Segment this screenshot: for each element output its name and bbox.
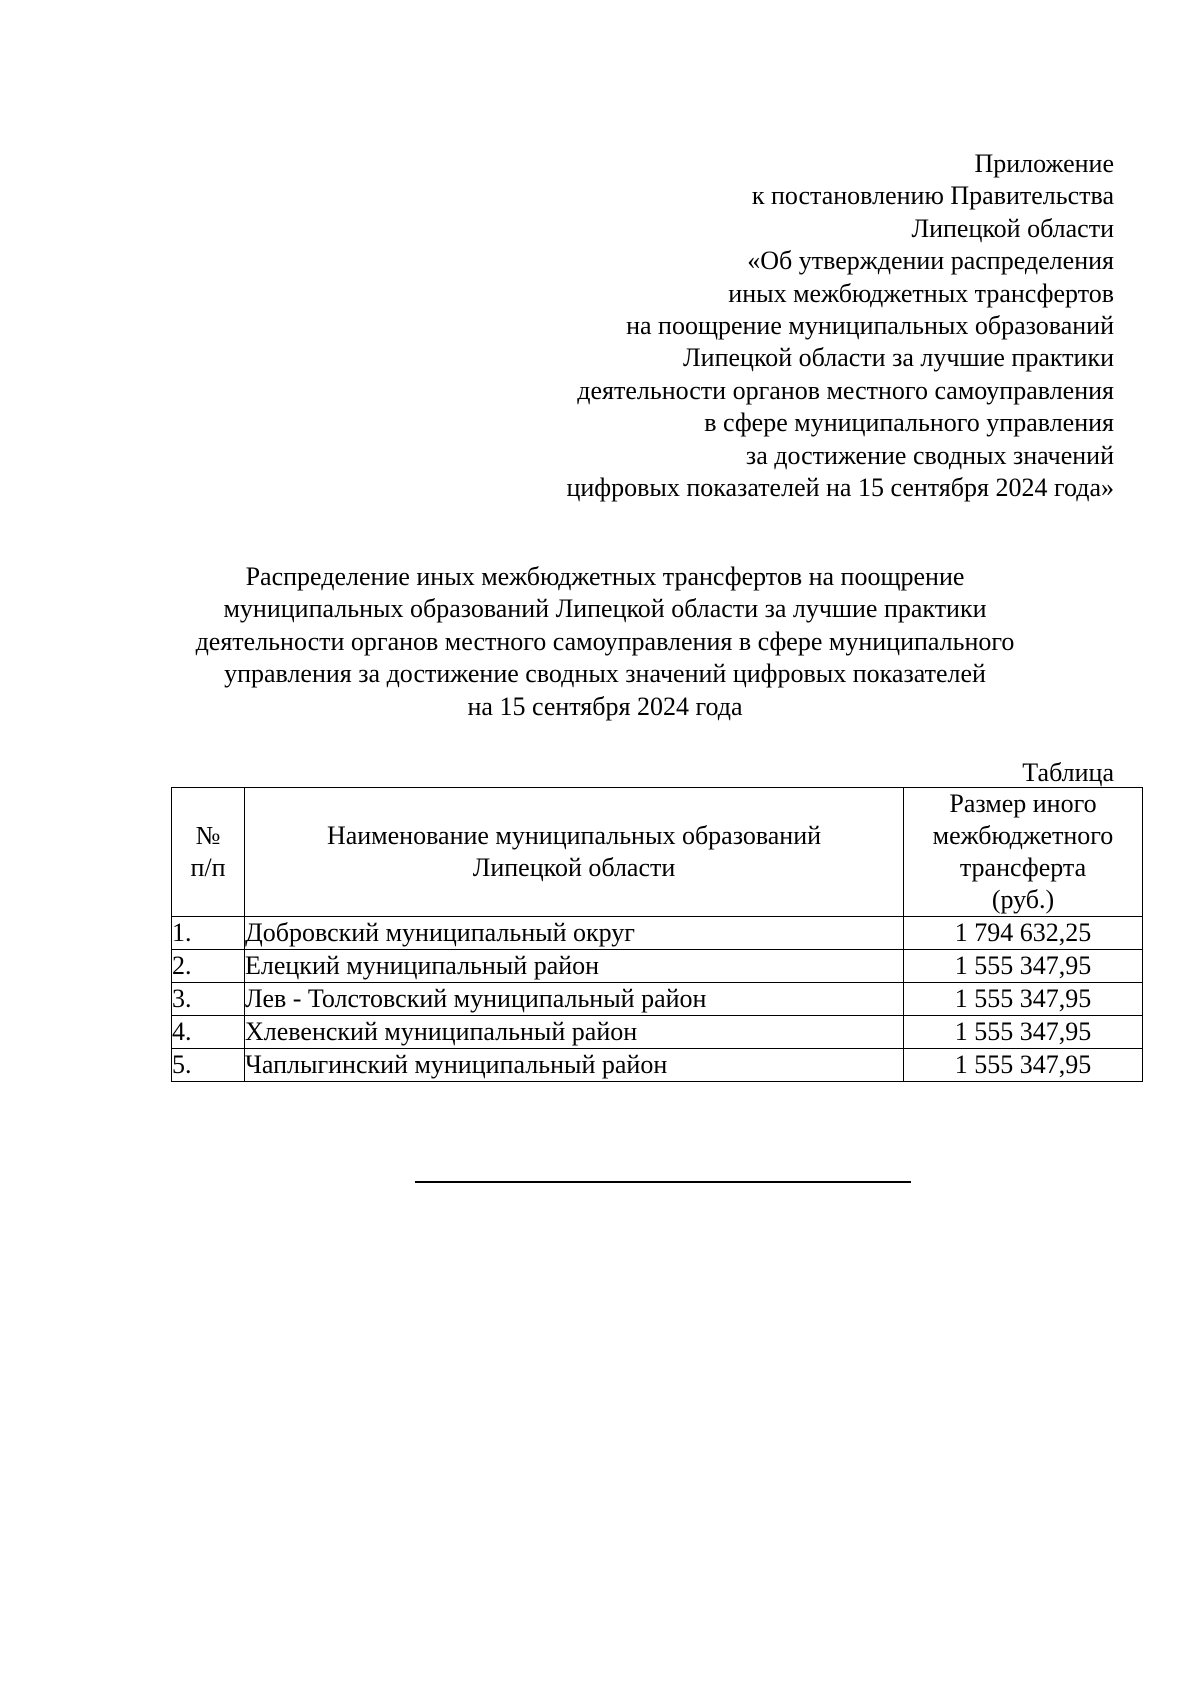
appendix-header-line: Липецкой области (911, 213, 1114, 243)
document-title-line: на 15 сентября 2024 года (467, 691, 743, 721)
header-amount-line: Размер иного (949, 789, 1097, 818)
row-amount: 1 555 347,95 (904, 983, 1143, 1016)
appendix-header-line: Приложение (974, 149, 1114, 178)
appendix-header-line: на поощрение муниципальных образований (626, 311, 1114, 341)
end-of-document-rule (415, 1181, 911, 1183)
appendix-header-line: в сфере муниципального управления (704, 408, 1114, 438)
row-number: 3. (172, 983, 245, 1016)
table-row (172, 1016, 1143, 1049)
header-amount-line: (руб.) (991, 885, 1055, 914)
row-number: 4. (172, 1016, 245, 1049)
document-title-line: Распределение иных межбюджетных трансфертов на поощрение (245, 562, 965, 591)
row-number: 2. (172, 950, 245, 983)
table-row (172, 950, 1143, 983)
appendix-header-line: к постановлению Правительства (751, 181, 1114, 211)
appendix-header-line: цифровых показателей на 15 сентября 2024 года» (566, 473, 1114, 503)
row-number: 5. (172, 1049, 245, 1082)
header-amount (904, 788, 1143, 917)
row-municipality-name: Чаплыгинский муниципальный район (245, 1049, 904, 1082)
document-title (150, 561, 1060, 723)
document-title-line: деятельности органов местного самоуправления в сфере муниципального (195, 626, 1015, 656)
table-row (172, 1049, 1143, 1082)
row-municipality-name: Лев - Толстовский муниципальный район (245, 983, 904, 1016)
appendix-header-line: деятельности органов местного самоуправления (577, 375, 1114, 405)
header-name-line: Наименование муниципальных образований (326, 821, 822, 850)
table-caption: Таблица (1022, 758, 1114, 787)
row-municipality-name: Добровский муниципальный округ (245, 917, 904, 950)
appendix-header-line: иных межбюджетных трансфертов (728, 278, 1114, 308)
allocation-table (171, 787, 1143, 1082)
row-municipality-name: Елецкий муниципальный район (245, 950, 904, 983)
appendix-header-line: Липецкой области за лучшие практики (683, 343, 1114, 373)
table-row (172, 983, 1143, 1016)
header-amount-line: межбюджетного (932, 821, 1114, 850)
appendix-header (494, 148, 1114, 504)
header-number-line: п/п (190, 853, 226, 882)
row-number: 1. (172, 917, 245, 950)
header-number (172, 788, 245, 917)
header-number-line: № (195, 821, 221, 850)
appendix-header-line: «Об утверждении распределения (747, 246, 1114, 276)
row-amount: 1 555 347,95 (904, 950, 1143, 983)
table-row (172, 917, 1143, 950)
row-amount: 1 794 632,25 (904, 917, 1143, 950)
header-amount-line: трансферта (959, 853, 1087, 882)
header-name (245, 788, 904, 917)
row-amount: 1 555 347,95 (904, 1016, 1143, 1049)
document-title-line: муниципальных образований Липецкой области за лучшие практики (223, 594, 987, 624)
table-header-row (172, 788, 1143, 917)
row-amount: 1 555 347,95 (904, 1049, 1143, 1082)
document-title-line: управления за достижение сводных значений цифровых показателей (224, 659, 986, 689)
header-name-line: Липецкой области (472, 853, 676, 882)
row-municipality-name: Хлевенский муниципальный район (245, 1016, 904, 1049)
appendix-header-line: за достижение сводных значений (745, 440, 1114, 470)
